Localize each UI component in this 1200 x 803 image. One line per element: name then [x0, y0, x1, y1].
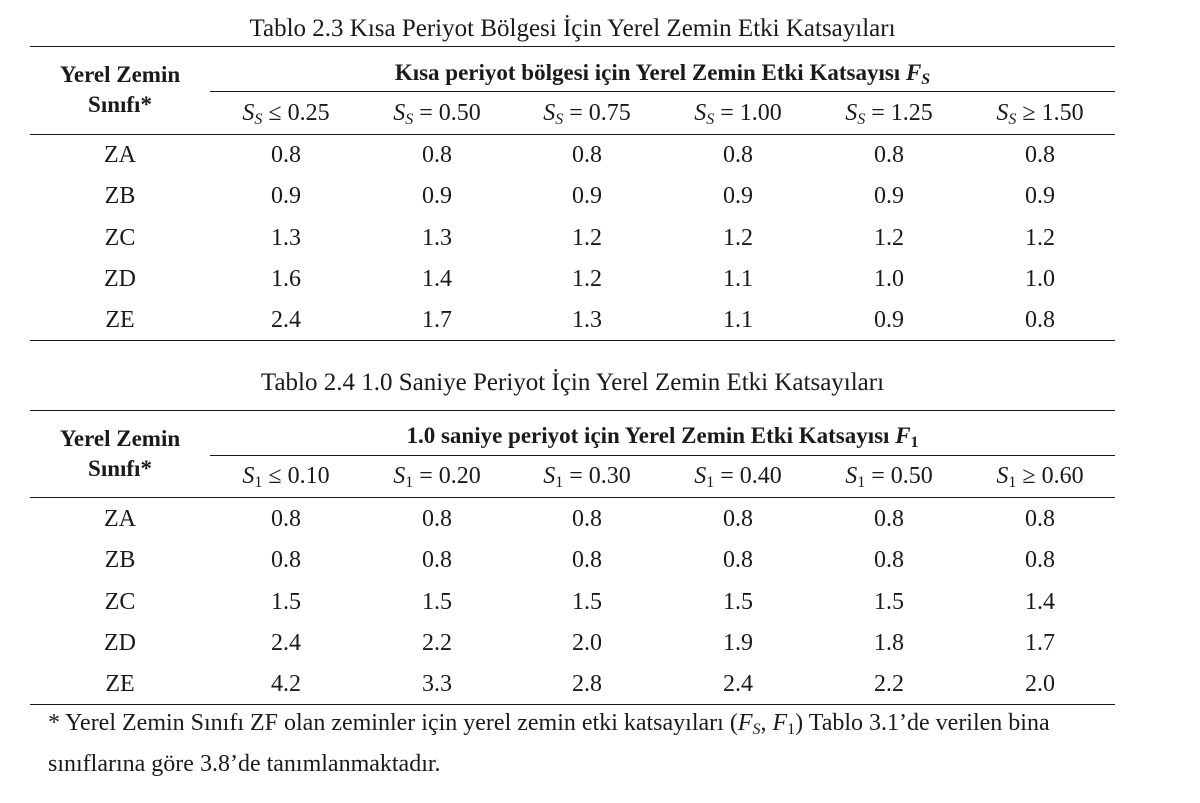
- column-header-symbol: S: [393, 463, 406, 489]
- column-header-symbol: S: [694, 463, 707, 489]
- table-cell: 0.9: [723, 183, 753, 210]
- table-cell: 2.8: [572, 671, 602, 698]
- span-header: [210, 58, 1115, 95]
- table-cell: 0.8: [723, 142, 753, 168]
- table-cell: 2.4: [271, 629, 301, 656]
- table-cell: 1.3: [271, 224, 301, 251]
- table-cell: 1.0: [1025, 265, 1055, 292]
- table-cell: 1.1: [723, 307, 753, 334]
- table-cell: 1.2: [572, 265, 602, 292]
- span-header-symbol: F: [905, 60, 922, 85]
- column-header-value: 0.50: [438, 100, 481, 126]
- table-cell: 0.8: [874, 142, 904, 168]
- footnote-text-before: Yerel Zemin Sınıfı ZF olan zeminler için yerel zemin etki katsayıları (: [60, 710, 738, 736]
- column-header-value: 0.60: [1041, 463, 1084, 489]
- table-cell: 0.8: [572, 547, 602, 574]
- table-cell: 1.4: [1025, 588, 1055, 615]
- table-cell: 1.1: [723, 265, 753, 292]
- span-header-subscript: 1: [910, 434, 919, 451]
- table-cell: 0.8: [422, 142, 452, 168]
- table-cell: 1.6: [271, 265, 301, 292]
- table-cell: 1.5: [422, 588, 452, 615]
- table-cell: 2.4: [723, 671, 753, 698]
- table-cell: 0.8: [271, 547, 301, 574]
- table-cell: 1.2: [572, 224, 602, 251]
- column-header-subscript: 1: [857, 474, 866, 491]
- span-header-text: 1.0 saniye periyot için Yerel Zemin Etki Katsayısı: [406, 423, 890, 448]
- column-header-symbol: S: [242, 463, 255, 489]
- column-header-operator: =: [720, 463, 734, 489]
- column-header-subscript: 1: [1008, 474, 1017, 491]
- table-cell: 0.9: [874, 183, 904, 210]
- footnote-star: *: [48, 710, 60, 736]
- table-cell: 1.3: [422, 224, 452, 251]
- column-header-value: 1.50: [1041, 100, 1084, 126]
- column-header: [814, 461, 964, 498]
- table-cell: 1.7: [422, 307, 452, 334]
- column-header-symbol: S: [543, 463, 556, 489]
- table-cell: 0.8: [874, 506, 904, 532]
- table-top-rule: [30, 46, 1115, 47]
- table-cell: 1.8: [874, 629, 904, 656]
- column-header-operator: =: [720, 100, 734, 126]
- column-header-subscript: 1: [405, 474, 414, 491]
- table-cell: 0.8: [572, 506, 602, 532]
- table-cell: 1.5: [572, 588, 602, 615]
- table-cell: 2.2: [422, 629, 452, 656]
- column-header-symbol: S: [845, 463, 858, 489]
- column-header-operator: =: [419, 463, 433, 489]
- table-cell: 1.7: [1025, 629, 1055, 656]
- column-header: [362, 98, 512, 135]
- table-cell: 0.9: [1025, 183, 1055, 210]
- table-cell: 1.2: [723, 224, 753, 251]
- table-cell: 1.2: [1025, 224, 1055, 251]
- footnote-symbol-2: F: [772, 710, 788, 736]
- column-header-symbol: S: [694, 100, 707, 126]
- table-cell: 1.4: [422, 265, 452, 292]
- footnote-subscript-1: S: [752, 721, 761, 738]
- column-header: [814, 98, 964, 135]
- column-header-subscript: S: [555, 111, 564, 128]
- column-header-symbol: S: [543, 100, 556, 126]
- table-cell: 2.2: [874, 671, 904, 698]
- column-header-operator: ≥: [1022, 463, 1036, 489]
- column-header: [211, 98, 361, 135]
- column-header-operator: =: [871, 463, 885, 489]
- table-cell: 0.9: [874, 307, 904, 334]
- column-header-symbol: S: [996, 463, 1009, 489]
- table-cell: 0.8: [422, 547, 452, 574]
- row-label: ZC: [104, 224, 136, 251]
- span-header: [210, 421, 1115, 458]
- column-header: [362, 461, 512, 498]
- table-caption-2-4: Tablo 2.4 1.0 Saniye Periyot İçin Yerel Zemin Etki Katsayıları: [260, 369, 885, 396]
- table-cell: 0.8: [1025, 547, 1055, 574]
- span-header-rule: [210, 455, 1115, 456]
- column-header-value: 0.40: [739, 463, 782, 489]
- column-header-symbol: S: [393, 100, 406, 126]
- table-cell: 0.8: [723, 506, 753, 532]
- table-cell: 1.5: [271, 588, 301, 615]
- column-header-operator: =: [871, 100, 885, 126]
- table-cell: 0.8: [271, 506, 301, 532]
- column-header-operator: =: [419, 100, 433, 126]
- stub-header-line2: Sınıfı*: [88, 456, 152, 481]
- column-header-subscript: 1: [254, 474, 263, 491]
- table-cell: 1.5: [874, 588, 904, 615]
- column-header-subscript: 1: [706, 474, 715, 491]
- column-header-subscript: 1: [555, 474, 564, 491]
- table-cell: 0.9: [572, 183, 602, 210]
- table-cell: 0.9: [422, 183, 452, 210]
- row-label: ZA: [104, 142, 136, 168]
- column-header: [965, 98, 1115, 135]
- footnote-separator: ,: [760, 710, 773, 736]
- column-header-symbol: S: [242, 100, 255, 126]
- column-header-subscript: S: [706, 111, 715, 128]
- row-label: ZC: [104, 588, 136, 615]
- column-header: [512, 461, 662, 498]
- table-cell: 1.0: [874, 265, 904, 292]
- column-header-subscript: S: [1008, 111, 1017, 128]
- column-header-value: 0.10: [287, 463, 330, 489]
- row-label: ZB: [104, 183, 136, 210]
- table-cell: 0.8: [874, 547, 904, 574]
- footnote-text-after: ) Tablo 3.1’de verilen bina sınıflarına göre 3.8’de tanımlanmaktadır.: [48, 710, 1050, 777]
- row-label: ZD: [104, 265, 136, 292]
- column-header-operator: ≤: [268, 463, 282, 489]
- row-label: ZD: [104, 629, 136, 656]
- stub-header-line2: Sınıfı*: [88, 92, 152, 117]
- column-header-operator: =: [569, 463, 583, 489]
- table-cell: 0.8: [271, 142, 301, 168]
- column-header-subscript: S: [405, 111, 414, 128]
- row-label: ZA: [104, 506, 136, 532]
- span-header-text: Kısa periyot bölgesi için Yerel Zemin Etki Katsayısı: [394, 60, 901, 85]
- stub-header-line1: Yerel Zemin: [59, 426, 181, 451]
- table-cell: 1.3: [572, 307, 602, 334]
- table-top-rule: [30, 410, 1115, 411]
- column-header-value: 0.20: [438, 463, 481, 489]
- column-header: [965, 461, 1115, 498]
- table-cell: 2.4: [271, 307, 301, 334]
- column-header: [512, 98, 662, 135]
- column-header-value: 0.50: [890, 463, 933, 489]
- row-label: ZB: [104, 547, 136, 574]
- column-header: [211, 461, 361, 498]
- column-header-symbol: S: [996, 100, 1009, 126]
- footnote: [48, 706, 1138, 781]
- table-cell: 1.5: [723, 588, 753, 615]
- row-label: ZE: [105, 671, 135, 698]
- header-bottom-rule: [30, 134, 1115, 135]
- table-cell: 0.8: [1025, 142, 1055, 168]
- column-header: [663, 461, 813, 498]
- column-header: [663, 98, 813, 135]
- table-cell: 0.8: [572, 142, 602, 168]
- column-header-value: 1.25: [890, 100, 933, 126]
- column-header-symbol: S: [845, 100, 858, 126]
- table-cell: 0.8: [723, 547, 753, 574]
- table-cell: 2.0: [572, 629, 602, 656]
- span-header-subscript: S: [921, 71, 931, 88]
- table-cell: 1.2: [874, 224, 904, 251]
- table-bottom-rule: [30, 704, 1115, 705]
- footnote-subscript-2: 1: [787, 721, 796, 738]
- span-header-symbol: F: [895, 423, 911, 448]
- column-header-value: 0.75: [588, 100, 631, 126]
- row-label: ZE: [105, 307, 135, 334]
- column-header-value: 1.00: [739, 100, 782, 126]
- column-header-value: 0.30: [588, 463, 631, 489]
- table-cell: 2.0: [1025, 671, 1055, 698]
- column-header-operator: ≥: [1022, 100, 1036, 126]
- table-cell: 0.8: [1025, 506, 1055, 532]
- span-header-rule: [210, 91, 1115, 92]
- stub-header-line1: Yerel Zemin: [59, 62, 181, 87]
- column-header-subscript: S: [857, 111, 866, 128]
- table-cell: 1.9: [723, 629, 753, 656]
- footnote-symbol-1: F: [737, 710, 753, 736]
- column-header-operator: ≤: [268, 100, 282, 126]
- table-bottom-rule: [30, 340, 1115, 341]
- column-header-value: 0.25: [287, 100, 330, 126]
- column-header-subscript: S: [254, 111, 263, 128]
- table-cell: 0.8: [422, 506, 452, 532]
- table-cell: 0.9: [271, 183, 301, 210]
- table-cell: 3.3: [422, 671, 452, 698]
- table-cell: 4.2: [271, 671, 301, 698]
- table-cell: 0.8: [1025, 307, 1055, 334]
- table-caption-2-3: Tablo 2.3 Kısa Periyot Bölgesi İçin Yerel Zemin Etki Katsayıları: [249, 15, 896, 42]
- column-header-operator: =: [569, 100, 583, 126]
- header-bottom-rule: [30, 497, 1115, 498]
